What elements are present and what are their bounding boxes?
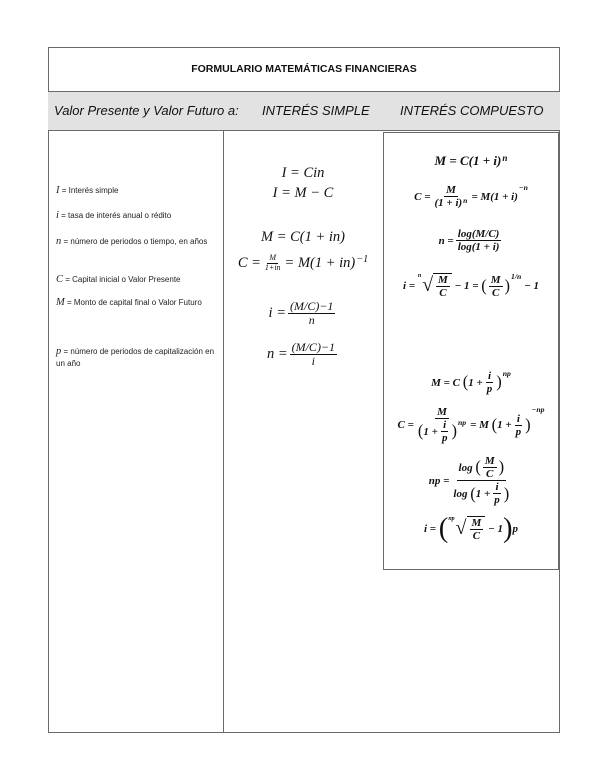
formula-compound-time — [385, 228, 557, 253]
paren-open: ( — [438, 513, 449, 544]
paren-close: ) — [502, 513, 513, 544]
symbol: M — [56, 297, 65, 308]
formula-compound-periods — [385, 455, 557, 506]
numerator: M — [446, 184, 456, 196]
symbol: i — [56, 210, 59, 221]
denominator: n — [308, 313, 315, 328]
definition-text: = tasa de interés anual o rédito — [58, 211, 172, 220]
paren-close: ) — [496, 372, 502, 392]
numerator: log(M/C) — [457, 228, 500, 240]
definition-text: = número de periodos de capitalización en un año — [56, 347, 215, 368]
radical — [448, 516, 485, 542]
lhs: C = — [397, 419, 414, 432]
definition-text: = Monto de capital final o Valor Futuro — [64, 298, 202, 307]
formula-compound-future-value — [385, 153, 557, 169]
lhs: C = — [237, 254, 261, 271]
header-label: Valor Presente y Valor Futuro a: — [54, 103, 239, 118]
definition-item — [56, 297, 221, 309]
denominator: C — [491, 286, 500, 299]
formula-text: M = C(1 + i) — [434, 153, 502, 168]
middle: − 1 — [488, 523, 503, 536]
symbol: p — [56, 346, 62, 357]
denominator: log(1 + i) — [457, 241, 500, 254]
middle: − 1 = — [454, 280, 479, 293]
denominator: p — [494, 494, 500, 507]
paren-close: ) — [504, 275, 511, 295]
log-label: log — [453, 487, 468, 500]
denominator: 1+in — [264, 262, 281, 272]
definition-text: = número de periodos o tiempo, en años — [61, 237, 208, 246]
one-plus: 1 + — [468, 376, 483, 389]
paren-open: ( — [481, 275, 487, 295]
exponent: −1 — [356, 254, 369, 265]
denominator: p — [486, 383, 493, 396]
fraction — [433, 184, 470, 209]
lhs: i = — [403, 280, 416, 293]
formula-compound-rate-periods — [385, 515, 557, 544]
definition-text: = Capital inicial o Valor Presente — [63, 275, 181, 284]
numerator: M — [484, 455, 495, 467]
denominator: C — [439, 287, 447, 300]
lhs: n = — [438, 234, 454, 247]
fraction — [451, 455, 511, 506]
numerator: (M/C)−1 — [291, 340, 336, 354]
one-plus: 1 + — [423, 425, 438, 438]
formula-simple-present-value — [226, 254, 380, 273]
denominator — [433, 197, 470, 209]
numerator: log ( $\frac{M}{C}$ ) — [458, 455, 505, 481]
definition-item — [56, 185, 221, 197]
log-label: log — [458, 461, 473, 474]
denominator: log ( 1 + $\frac{i}{p}$ ) — [453, 481, 510, 507]
lhs: n = — [266, 346, 288, 363]
root-index: np — [448, 516, 455, 523]
denominator: p — [441, 432, 448, 445]
fraction — [290, 341, 337, 368]
header-compound: INTERÉS COMPUESTO — [400, 103, 544, 118]
exponent: 1/n — [511, 272, 522, 281]
formula-simple-interest: I = Cin — [281, 165, 325, 181]
symbol: n — [56, 236, 62, 247]
numerator: M — [269, 253, 277, 262]
exponent: −n — [518, 183, 528, 192]
definition-item — [56, 274, 221, 286]
column-divider — [223, 131, 224, 733]
one-plus: 1 + — [475, 487, 491, 500]
denominator: C — [472, 530, 481, 543]
lhs: i = — [268, 305, 286, 322]
numerator: i — [487, 370, 492, 382]
numerator: M — [490, 273, 501, 286]
rhs: = M(1 + in) — [284, 254, 356, 271]
symbol: I — [56, 185, 60, 196]
exponent: n — [502, 153, 508, 163]
numerator: M — [437, 406, 447, 418]
header-simple: INTERÉS SIMPLE — [262, 103, 370, 118]
document-title: FORMULARIO MATEMÁTICAS FINANCIERAS — [191, 63, 417, 75]
numerator: i — [516, 412, 520, 425]
definition-item — [56, 346, 221, 370]
denominator: C — [486, 468, 494, 481]
definition-item — [56, 210, 221, 222]
tail: − 1 — [524, 280, 539, 293]
exponent: −np — [531, 405, 545, 414]
fraction — [288, 300, 335, 327]
tail: p — [512, 523, 519, 536]
fraction — [416, 406, 468, 444]
numerator: (M/C)−1 — [290, 299, 334, 313]
one-plus: 1 + — [497, 419, 512, 432]
radical-icon: √ — [422, 274, 434, 297]
exponent: n — [463, 196, 468, 206]
denominator: p — [515, 425, 522, 438]
formula-compound-present-value-periods: C = M ( 1 + $\frac{i}{p}$ ) $^{np}$ = M ( 1 + $\frac{i}{p}$ ) −np — [397, 405, 545, 445]
numerator: i — [443, 419, 447, 432]
fraction — [436, 274, 450, 299]
section-header — [48, 91, 560, 131]
lhs: M = C — [431, 376, 460, 389]
numerator: M — [471, 517, 482, 530]
formula-simple-rate — [226, 300, 380, 327]
numerator: i — [495, 481, 499, 494]
definition-item — [56, 236, 221, 248]
formula-compound-rate — [385, 273, 557, 299]
lhs: i = — [423, 523, 437, 536]
denominator-base: (1 + i) — [434, 197, 463, 210]
rhs: = M — [470, 419, 489, 432]
denominator: i — [311, 354, 315, 369]
exponent: np — [502, 369, 511, 378]
formula-simple-future-value: M = C(1 + in) — [260, 229, 345, 245]
definition-text: = Interés simple — [59, 186, 119, 195]
symbol: C — [56, 274, 64, 285]
fraction — [485, 370, 495, 395]
numerator: M — [438, 274, 448, 286]
fraction — [456, 228, 502, 253]
lhs: C = — [414, 190, 431, 203]
formula-compound-future-value-periods — [385, 370, 557, 395]
paren-open: ( — [462, 372, 469, 392]
formula-compound-present-value — [385, 184, 557, 209]
fraction — [263, 254, 283, 273]
exponent: np — [457, 418, 467, 428]
fraction — [470, 517, 484, 542]
radical-icon: √ — [455, 517, 467, 540]
formula-simple-time — [226, 341, 380, 368]
fraction — [489, 274, 503, 299]
radical — [418, 273, 452, 299]
denominator: ( 1 + $\frac{i}{p}$ ) $^{np}$ — [417, 418, 467, 445]
formula-interest-difference: I = M − C — [272, 185, 334, 201]
lhs: np = — [428, 474, 450, 487]
root-index: n — [417, 273, 422, 279]
rhs: = M(1 + i) — [471, 190, 518, 203]
